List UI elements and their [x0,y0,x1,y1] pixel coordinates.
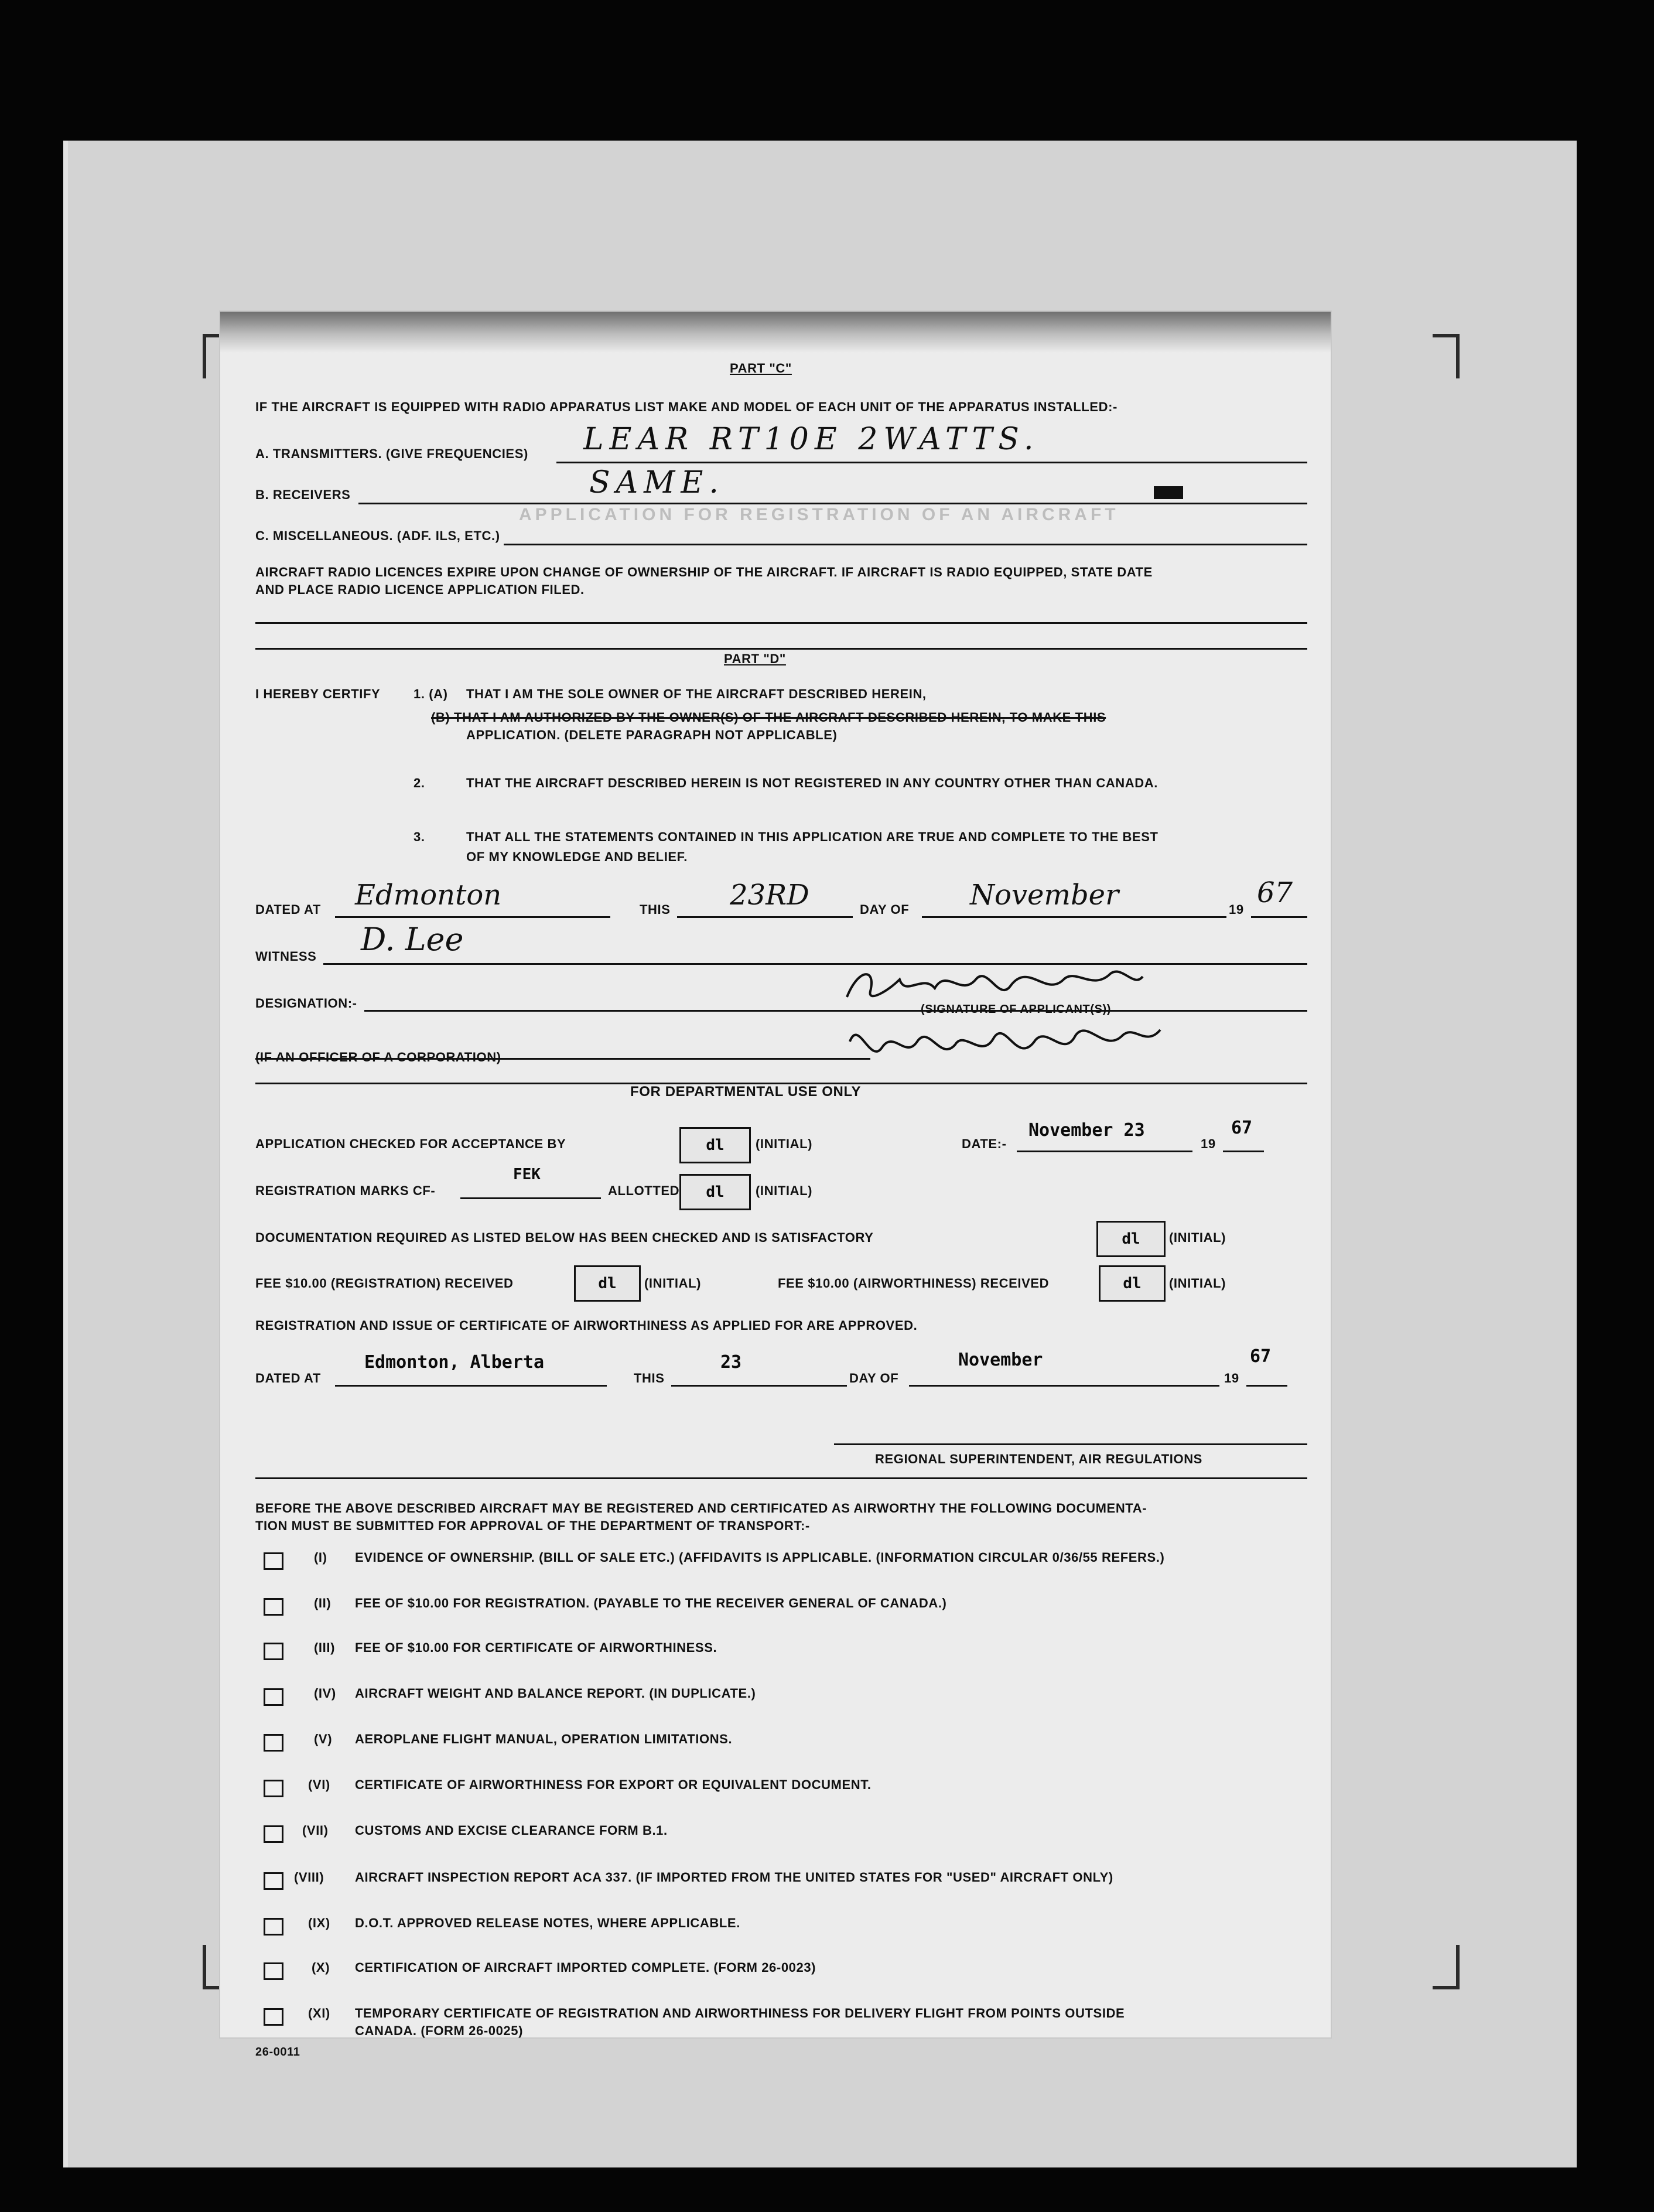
licence-line-2 [255,648,1307,650]
applicant-signature-2 [841,1012,1169,1077]
part-c-heading: PART "C" [730,361,792,376]
day-of-line [922,916,1226,918]
date-year-value[interactable]: 67 [1231,1118,1253,1138]
this-line [677,916,853,918]
item-checkbox[interactable] [264,1872,283,1890]
day-of-label: DAY OF [860,902,910,917]
fee-air-initial-label: (INITIAL) [1169,1276,1226,1291]
checked-label: APPLICATION CHECKED FOR ACCEPTANCE BY [255,1136,566,1151]
item-3-text-2: OF MY KNOWLEDGE AND BELIEF. [466,849,688,864]
item-checkbox[interactable] [264,1552,283,1570]
date-value[interactable]: November 23 [1028,1120,1145,1141]
item-checkbox[interactable] [264,1918,283,1936]
item-2-num: 2. [414,776,425,790]
corner-bracket [1433,334,1460,378]
item-checkbox[interactable] [264,1688,283,1706]
item-text: TEMPORARY CERTIFICATE OF REGISTRATION AND AIRWORTHINESS FOR DELIVERY FLIGHT FROM POINTS OUTSIDE [355,2006,1125,2020]
item-2-text: THAT THE AIRCRAFT DESCRIBED HEREIN IS NOT REGISTERED IN ANY COUNTRY OTHER THAN CANADA. [466,776,1158,790]
item-num: (XI) [308,2006,330,2020]
misc-line [504,544,1307,545]
documentation-intro-2: TION MUST BE SUBMITTED FOR APPROVAL OF THE DEPARTMENT OF TRANSPORT:- [255,1518,810,1533]
witness-label: WITNESS [255,949,317,964]
superintendent-line [834,1443,1307,1445]
receivers-line [358,503,1307,504]
allotted-initial: dl [706,1183,725,1201]
receivers-value[interactable]: SAME. [589,465,725,500]
approval-year-value[interactable]: 67 [1250,1346,1272,1367]
date-label: DATE:- [962,1136,1007,1151]
item-num: (II) [314,1596,332,1610]
allotted-initial-label: (INITIAL) [756,1183,813,1198]
approval-dated-at-line [335,1385,607,1387]
year-value[interactable]: 67 [1257,876,1293,909]
applicant-signature-1 [835,956,1151,1015]
item-text: AIRCRAFT WEIGHT AND BALANCE REPORT. (IN DUPLICATE.) [355,1686,756,1701]
checked-initial-box[interactable] [679,1127,751,1163]
dated-at-label: DATED AT [255,902,321,917]
fee-reg-label: FEE $10.00 (REGISTRATION) RECEIVED [255,1276,514,1291]
item-text: EVIDENCE OF OWNERSHIP. (BILL OF SALE ETC.) (AFFIDAVITS IS APPLICABLE. (INFORMATION CIRCULAR 0/36/55 REFERS.) [355,1550,1165,1565]
transmitters-value[interactable]: LEAR RT10E 2WATTS. [583,422,1040,457]
approval-year-line [1246,1385,1287,1387]
transmitters-line [556,462,1307,463]
item-checkbox[interactable] [264,1643,283,1660]
item-num: (V) [314,1732,333,1746]
approval-this-label: THIS [634,1371,665,1385]
certify-label: I HEREBY CERTIFY [255,687,381,701]
item-text: CERTIFICATE OF AIRWORTHINESS FOR EXPORT OR EQUIVALENT DOCUMENT. [355,1777,872,1792]
allotted-label: ALLOTTED [608,1183,680,1198]
witness-line [323,963,1307,965]
item-1b-text: (B) THAT I AM AUTHORIZED BY THE OWNER(S) OF THE AIRCRAFT DESCRIBED HEREIN, TO MAKE THIS [431,710,1106,725]
misc-label: C. MISCELLANEOUS. (ADF. ILS, ETC.) [255,528,500,543]
fee-reg-initial: dl [598,1275,617,1292]
documentation-initial-label: (INITIAL) [1169,1230,1226,1245]
item-num: (IX) [308,1916,330,1930]
item-text: CERTIFICATION OF AIRCRAFT IMPORTED COMPLETE. (FORM 26-0023) [355,1960,816,1975]
item-num: (VII) [302,1823,329,1838]
signature-label: (SIGNATURE OF APPLICANT(S)) [921,1003,1112,1016]
documentation-initial: dl [1122,1230,1140,1248]
part-c-intro: IF THE AIRCRAFT IS EQUIPPED WITH RADIO APPARATUS LIST MAKE AND MODEL OF EACH UNIT OF THE APPARATUS INSTALLED:- [255,400,1118,414]
item-1a-text: THAT I AM THE SOLE OWNER OF THE AIRCRAFT DESCRIBED HEREIN, [466,687,927,701]
officer-label: (IF AN OFFICER OF A CORPORATION) [255,1050,501,1064]
documentation-label: DOCUMENTATION REQUIRED AS LISTED BELOW HAS BEEN CHECKED AND IS SATISFACTORY [255,1230,874,1245]
item-3-num: 3. [414,830,425,844]
departmental-heading: FOR DEPARTMENTAL USE ONLY [630,1084,862,1100]
item-checkbox[interactable] [264,1598,283,1616]
bleed-through-text: APPLICATION FOR REGISTRATION OF AN AIRCRAFT [519,505,1119,524]
approved-label: REGISTRATION AND ISSUE OF CERTIFICATE OF AIRWORTHINESS AS APPLIED FOR ARE APPROVED. [255,1318,918,1333]
designation-label: DESIGNATION:- [255,996,357,1011]
fee-reg-initial-box[interactable] [574,1265,641,1302]
item-1b-text-2: APPLICATION. (DELETE PARAGRAPH NOT APPLICABLE) [466,728,838,742]
documentation-initial-box[interactable] [1096,1221,1166,1257]
item-text: AEROPLANE FLIGHT MANUAL, OPERATION LIMITATIONS. [355,1732,733,1746]
approval-year-prefix: 19 [1224,1371,1239,1385]
item-3-text-1: THAT ALL THE STATEMENTS CONTAINED IN THIS APPLICATION ARE TRUE AND COMPLETE TO THE BEST [466,830,1159,844]
this-value[interactable]: 23RD [730,879,809,912]
marks-value[interactable]: FEK [513,1166,541,1183]
checked-initial: dl [706,1136,725,1154]
fee-air-label: FEE $10.00 (AIRWORTHINESS) RECEIVED [778,1276,1050,1291]
item-checkbox[interactable] [264,1780,283,1797]
dated-at-value[interactable]: Edmonton [355,879,502,912]
corner-bracket [1433,1945,1460,1989]
approval-this-line [671,1385,847,1387]
item-num: (VIII) [294,1870,324,1885]
item-checkbox[interactable] [264,1962,283,1980]
scan-shadow [220,312,1331,353]
marks-label: REGISTRATION MARKS CF- [255,1183,436,1198]
registration-form [220,312,1331,2059]
item-num: (III) [314,1640,335,1655]
date-line [1017,1151,1192,1152]
transmitters-label: A. TRANSMITTERS. (GIVE FREQUENCIES) [255,446,528,461]
fee-air-initial: dl [1123,1275,1142,1292]
item-text-continued: CANADA. (FORM 26-0025) [355,2023,524,2038]
approval-dated-at-value[interactable]: Edmonton, Alberta [364,1352,545,1373]
date-year-prefix: 19 [1201,1136,1216,1151]
this-label: THIS [640,902,671,917]
allotted-initial-box[interactable] [679,1174,751,1210]
fee-air-initial-box[interactable] [1099,1265,1166,1302]
approval-day-of-label: DAY OF [849,1371,899,1385]
documentation-intro-1: BEFORE THE ABOVE DESCRIBED AIRCRAFT MAY BE REGISTERED AND CERTIFICATED AS AIRWORTHY THE FOLLOWING DOCUMENTA- [255,1501,1147,1515]
item-text: AIRCRAFT INSPECTION REPORT ACA 337. (IF IMPORTED FROM THE UNITED STATES FOR "USED" AIRCRAFT ONLY) [355,1870,1113,1885]
approval-day-of-line [909,1385,1219,1387]
checked-initial-label: (INITIAL) [756,1136,813,1151]
date-year-line [1223,1151,1264,1152]
licence-note-1: AIRCRAFT RADIO LICENCES EXPIRE UPON CHANGE OF OWNERSHIP OF THE AIRCRAFT. IF AIRCRAFT IS RADIO EQUIPPED, STATE DATE [255,565,1153,579]
licence-line-1 [255,622,1307,624]
item-num: (IV) [314,1686,336,1701]
item-checkbox[interactable] [264,2008,283,2026]
item-1a-num: 1. (A) [414,687,448,701]
item-num: (X) [312,1960,330,1975]
year-line [1251,916,1307,918]
marks-line [460,1197,601,1199]
section-divider-2 [255,1477,1307,1479]
item-num: (I) [314,1550,327,1565]
item-checkbox[interactable] [264,1825,283,1843]
item-text: FEE OF $10.00 FOR CERTIFICATE OF AIRWORTHINESS. [355,1640,717,1655]
approval-dated-at-label: DATED AT [255,1371,321,1385]
ink-blot [1154,486,1183,499]
superintendent-label: REGIONAL SUPERINTENDENT, AIR REGULATIONS [875,1452,1202,1466]
receivers-label: B. RECEIVERS [255,487,351,502]
item-num: (VI) [308,1777,330,1792]
item-text: D.O.T. APPROVED RELEASE NOTES, WHERE APPLICABLE. [355,1916,740,1930]
approval-this-value[interactable]: 23 [720,1352,742,1373]
day-of-value[interactable]: November [970,879,1119,912]
witness-value[interactable]: D. Lee [361,921,464,958]
dated-at-line [335,916,610,918]
fee-reg-initial-label: (INITIAL) [644,1276,702,1291]
form-number: 26-0011 [255,2046,300,2059]
item-checkbox[interactable] [264,1734,283,1752]
licence-note-2: AND PLACE RADIO LICENCE APPLICATION FILED. [255,582,585,597]
year-prefix: 19 [1229,902,1244,917]
part-d-heading: PART "D" [724,651,786,666]
item-text: FEE OF $10.00 FOR REGISTRATION. (PAYABLE TO THE RECEIVER GENERAL OF CANADA.) [355,1596,947,1610]
approval-day-of-value[interactable]: November [958,1350,1043,1370]
item-text: CUSTOMS AND EXCISE CLEARANCE FORM B.1. [355,1823,668,1838]
